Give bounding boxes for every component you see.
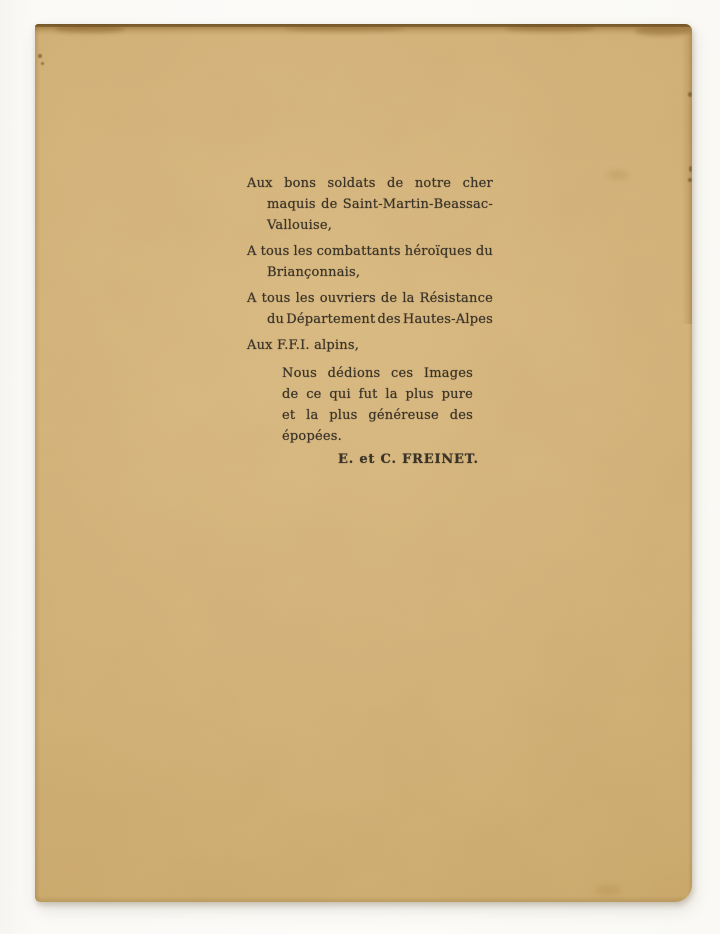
edge-stain	[55, 25, 125, 33]
dedication-line: Nous dédions ces Images	[282, 366, 473, 381]
foxing-spot	[607, 170, 629, 180]
browned-right-edge	[682, 24, 692, 324]
foxing-spot	[595, 886, 621, 895]
paper-speck	[41, 62, 44, 65]
dedication-line: et la plus généreuse des	[282, 408, 473, 423]
dedication-paragraph	[247, 173, 493, 236]
dedication-line: A tous les combattants héroïques du	[247, 244, 493, 259]
dedication-signature: E. et C. FREINET.	[338, 452, 479, 467]
dedication-line: Vallouise,	[267, 218, 333, 233]
dedication-paragraph	[247, 241, 493, 283]
dedication-line: Briançonnais,	[267, 265, 361, 280]
dedication-closing	[282, 363, 473, 447]
book-page	[35, 24, 692, 902]
bottom-edge-shading	[35, 896, 692, 902]
dedication-paragraph	[247, 335, 493, 356]
dedication-line: Aux F.F.I. alpins,	[247, 338, 360, 353]
paper-speck	[38, 54, 42, 58]
left-edge-shading	[35, 24, 40, 902]
dedication-text	[247, 173, 493, 470]
paper-speck	[689, 166, 692, 172]
edge-stain	[285, 26, 405, 32]
dedication-line: de ce qui fut la plus pure	[282, 387, 473, 402]
paper-speck	[688, 178, 692, 182]
edge-stain	[505, 25, 595, 32]
dedication-line: du Département des Hautes-Alpes	[267, 312, 493, 327]
dedication-line: épopées.	[282, 429, 342, 444]
dedication-paragraph	[247, 288, 493, 330]
paper-speck	[688, 92, 692, 97]
edge-stain	[635, 26, 690, 36]
dedication-line: maquis de Saint-Martin-Beassac-	[267, 197, 493, 212]
dedication-line: Aux bons soldats de notre cher	[247, 176, 493, 191]
dedication-line: A tous les ouvriers de la Résistance	[247, 291, 493, 306]
